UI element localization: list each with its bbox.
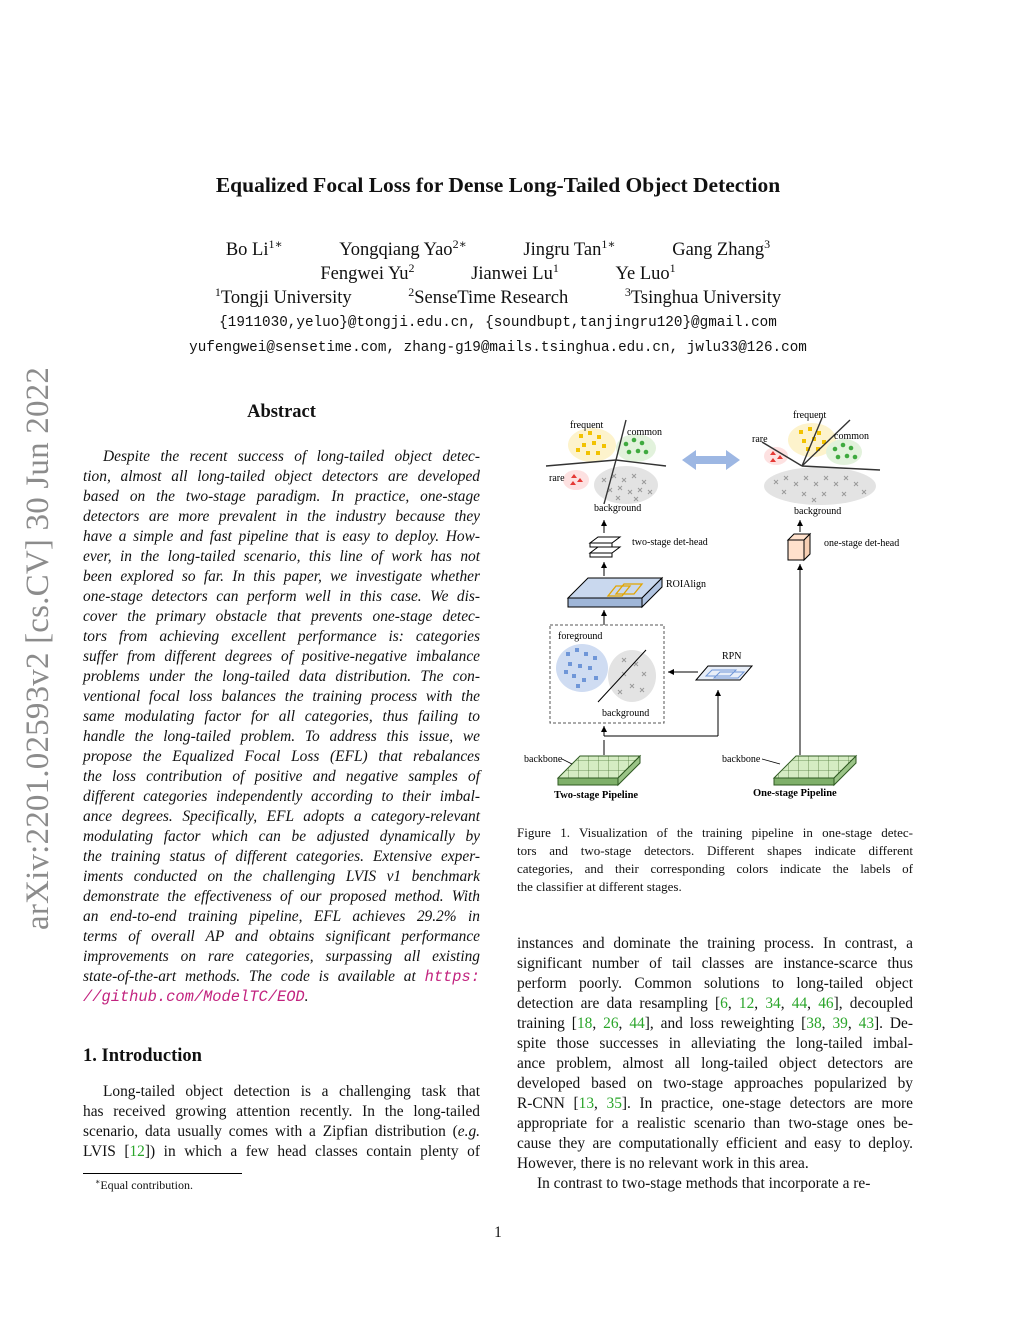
two-stage-head-label: two-stage det-head	[632, 537, 708, 548]
background-cluster	[608, 650, 656, 702]
citation-link[interactable]: 35	[606, 1095, 622, 1112]
abstract-line: ventional focal loss balances the training process with the	[83, 688, 480, 705]
figure-caption	[517, 824, 913, 896]
arxiv-identifier: arXiv:2201.02593v2 [cs.CV] 30 Jun 2022	[20, 366, 56, 930]
abstract-body	[83, 447, 480, 1007]
roialign-label: ROIAlign	[666, 579, 706, 590]
caption-line: tors and two-stage detectors. Different shapes indicate different	[517, 843, 913, 858]
text-line: has received growing attention recently. In the long-tailed	[83, 1103, 480, 1120]
two-stage-category-scatter	[546, 420, 666, 514]
abstract-line: same modulating factor for all categories, thus failing to	[83, 708, 480, 725]
abstract-line: tion, almost all long-tailed object detectors are developed	[83, 468, 480, 485]
abstract-line: tors from achieving excellent performance is: categories	[83, 628, 480, 645]
abstract-line: Despite the recent success of long-tailed object detec-	[103, 448, 480, 465]
abstract-line: an end-to-end training pipeline, EFL achieves 29.2% in	[83, 908, 480, 925]
citation-link[interactable]: 13	[578, 1095, 595, 1112]
intro-paragraph	[83, 1082, 480, 1162]
abstract-line: terms of overall AP and obtains significant performance	[83, 928, 480, 945]
rpn-block	[696, 651, 752, 680]
text-line: LVIS [12]) in which a few head classes contain plenty of	[83, 1143, 481, 1160]
background-label: background	[602, 708, 650, 719]
text-line: instances and dominate the training process. In contrast, a	[517, 935, 913, 952]
citation-link[interactable]: 12	[129, 1143, 145, 1160]
caption-line: Figure 1. Visualization of the training pipeline in one-stage detec-	[517, 825, 913, 840]
two-stage-pipeline-label: Two-stage Pipeline	[554, 790, 639, 801]
common-label: common	[627, 427, 662, 438]
one-stage-det-head	[788, 534, 899, 560]
citation-link[interactable]: 34	[765, 995, 781, 1012]
abstract-line: modulating factor which can be adjusted dynamically by	[83, 828, 480, 845]
frequent-label: frequent	[570, 420, 604, 431]
author: Ye Luo$^1$	[615, 260, 676, 284]
page-number: 1	[494, 1224, 502, 1241]
author-line-1	[0, 236, 996, 261]
foreground-label: foreground	[558, 631, 603, 642]
author: Fengwei Yu$^2$	[320, 260, 415, 284]
one-stage-backbone	[722, 754, 856, 785]
background-cluster	[764, 467, 876, 505]
text-line: scenario, data usually comes with a Zipfian distribution (e.g.	[83, 1123, 480, 1140]
background-cluster	[594, 466, 658, 504]
author: Bo $Li^{1∗}$	[225, 236, 283, 260]
background-label: background	[794, 506, 842, 517]
text-line: R-CNN [13, 35]. In practice, one-stage detectors are more	[517, 1095, 913, 1112]
rare-label: rare	[752, 434, 768, 445]
comparison-double-arrow	[682, 450, 740, 470]
caption-line: categories, and their corresponding colors indicate the labels of	[517, 861, 913, 876]
abstract-line: one-stage detectors can perform well in this case. We dis-	[83, 588, 480, 605]
text-line: spite those successes in alleviating the long-tailed imbal-	[517, 1035, 913, 1052]
footnote: ∗Equal contribution.	[95, 1177, 193, 1192]
citation-link[interactable]: 12	[738, 995, 755, 1012]
caption-line: the classifier at different stages.	[517, 879, 682, 894]
abstract-line: suffer from different degrees of positive-negative imbalance	[83, 648, 480, 665]
section-heading-introduction: 1. Introduction	[83, 1046, 202, 1066]
affiliations	[0, 284, 996, 309]
backbone-label: backbone	[722, 754, 761, 765]
abstract-line: have a simple and fast pipeline that is easy to deploy. How-	[83, 528, 480, 545]
citation-link[interactable]: 44	[791, 995, 808, 1012]
citation-link[interactable]: 39	[832, 1015, 848, 1032]
abstract-line: cover the primary obstacle that prevents one-stage detec-	[83, 608, 480, 625]
text-line: cause they are computationally efficient and easy to deploy.	[517, 1135, 913, 1152]
text-line: However, there is no relevant work in this area.	[517, 1155, 809, 1172]
text-line: detection are data resampling [6, 12, 34, 44, 46], decoupled	[517, 995, 913, 1012]
paper-title: Equalized Focal Loss for Dense Long-Tailed Object Detection	[215, 173, 781, 197]
abstract-line: ance degrees. Specifically, EFL adopts a category-relevant	[83, 808, 480, 825]
abstract-line: problems under the long-tailed data distribution. The con-	[83, 668, 480, 685]
right-column-text	[517, 934, 913, 1194]
text-line: ance problem, almost all long-tailed object detectors are	[517, 1055, 913, 1072]
footnote-rule	[83, 1173, 242, 1174]
abstract-line: demonstrate the effectiveness of our proposed method. With	[83, 888, 480, 905]
author: Jianwei Lu$^1$	[471, 260, 559, 284]
roialign-block	[568, 578, 706, 607]
author-line-2	[0, 260, 996, 285]
email-line-2: yufengwei@sensetime.com, zhang-g19@mails.tsinghua.edu.cn, jwlu33@126.com	[189, 340, 807, 356]
citation-link[interactable]: 46	[818, 995, 834, 1012]
abstract-line: improvements on rare categories, surpassing all existing	[83, 948, 480, 965]
affiliation: $^1$Tongji University	[214, 284, 352, 308]
text-line: significant number of tail classes are instance-scarce thus	[517, 955, 913, 972]
text-line: appropriate for a realistic scenario than two-stage ones be-	[517, 1115, 913, 1132]
abstract-line: the training status of different categories. Extensive exper-	[83, 848, 480, 865]
two-stage-backbone	[524, 754, 640, 785]
abstract-line: detectors are more prevalent in the industry because they	[83, 508, 480, 525]
abstract-line: handle the long-tailed problem. To address this issue, we	[83, 728, 480, 745]
abstract-line: propose the Equalized Focal Loss (EFL) that rebalances	[83, 748, 480, 765]
one-stage-pipeline-label: One-stage Pipeline	[753, 788, 837, 799]
proposal-box	[550, 625, 664, 723]
citation-link[interactable]: 26	[603, 1015, 619, 1032]
abstract-line: state-of-the-art methods. The code is available at https:	[83, 968, 480, 986]
text-line: Long-tailed object detection is a challenging task that	[103, 1083, 480, 1100]
abstract-line: ever, in the long-tailed scenario, this line of work has not	[83, 548, 480, 565]
author: Yongqiang Yao$^{2∗}$	[339, 236, 467, 260]
common-label: common	[834, 431, 869, 442]
common-cluster	[826, 439, 862, 465]
affiliation: $^3$Tsinghua University	[624, 284, 782, 308]
abstract-line: //github.com/ModelTC/EOD.	[83, 988, 309, 1006]
rpn-label: RPN	[722, 651, 742, 662]
text-line: developed based on two-stage approaches popularized by	[517, 1075, 913, 1092]
background-label: background	[594, 503, 642, 514]
code-link[interactable]: https:	[424, 968, 480, 986]
author: Gang Zhang$^3$	[672, 236, 771, 260]
rare-cluster	[563, 470, 589, 490]
affiliation: $^2$SenseTime Research	[408, 284, 569, 308]
abstract-heading: Abstract	[247, 402, 316, 422]
citation-link[interactable]: 43	[858, 1015, 875, 1032]
figure-1-pipeline-diagram	[518, 400, 918, 810]
backbone-label: backbone	[524, 754, 563, 765]
citation-link[interactable]: 44	[629, 1015, 645, 1032]
citation-link[interactable]: 38	[806, 1015, 822, 1032]
citation-link[interactable]: 6	[720, 995, 728, 1012]
text-line: training [18, 26, 44], and loss reweighting [38, 39, 43]. De-	[517, 1015, 913, 1032]
frequent-label: frequent	[793, 410, 827, 421]
code-link[interactable]: //github.com/ModelTC/EOD	[83, 988, 305, 1006]
email-line-1: {1911030,yeluo}@tongji.edu.cn, {soundbupt,tanjingru120}@gmail.com	[219, 315, 777, 331]
one-stage-head-label: one-stage det-head	[824, 538, 900, 549]
rare-label: rare	[549, 473, 565, 484]
one-stage-category-scatter	[752, 410, 880, 517]
abstract-line: iments conducted on the challenging LVIS v1 benchmark	[83, 868, 480, 885]
abstract-line: different categories independently according to their imbal-	[83, 788, 480, 805]
abstract-line: the loss contribution of positive and negative samples of	[83, 768, 480, 785]
author: Jingru Tan$^{1∗}$	[523, 236, 616, 260]
two-stage-det-head	[590, 537, 708, 557]
text-line: perform poorly. Common solutions to long-tailed object	[517, 975, 913, 992]
abstract-line: been explored so far. In this paper, we investigate whether	[83, 568, 480, 585]
text-line: In contrast to two-stage methods that incorporate a re-	[537, 1175, 871, 1192]
citation-link[interactable]: 18	[576, 1015, 593, 1032]
abstract-line: based on the two-stage paradigm. In practice, one-stage	[83, 488, 480, 505]
